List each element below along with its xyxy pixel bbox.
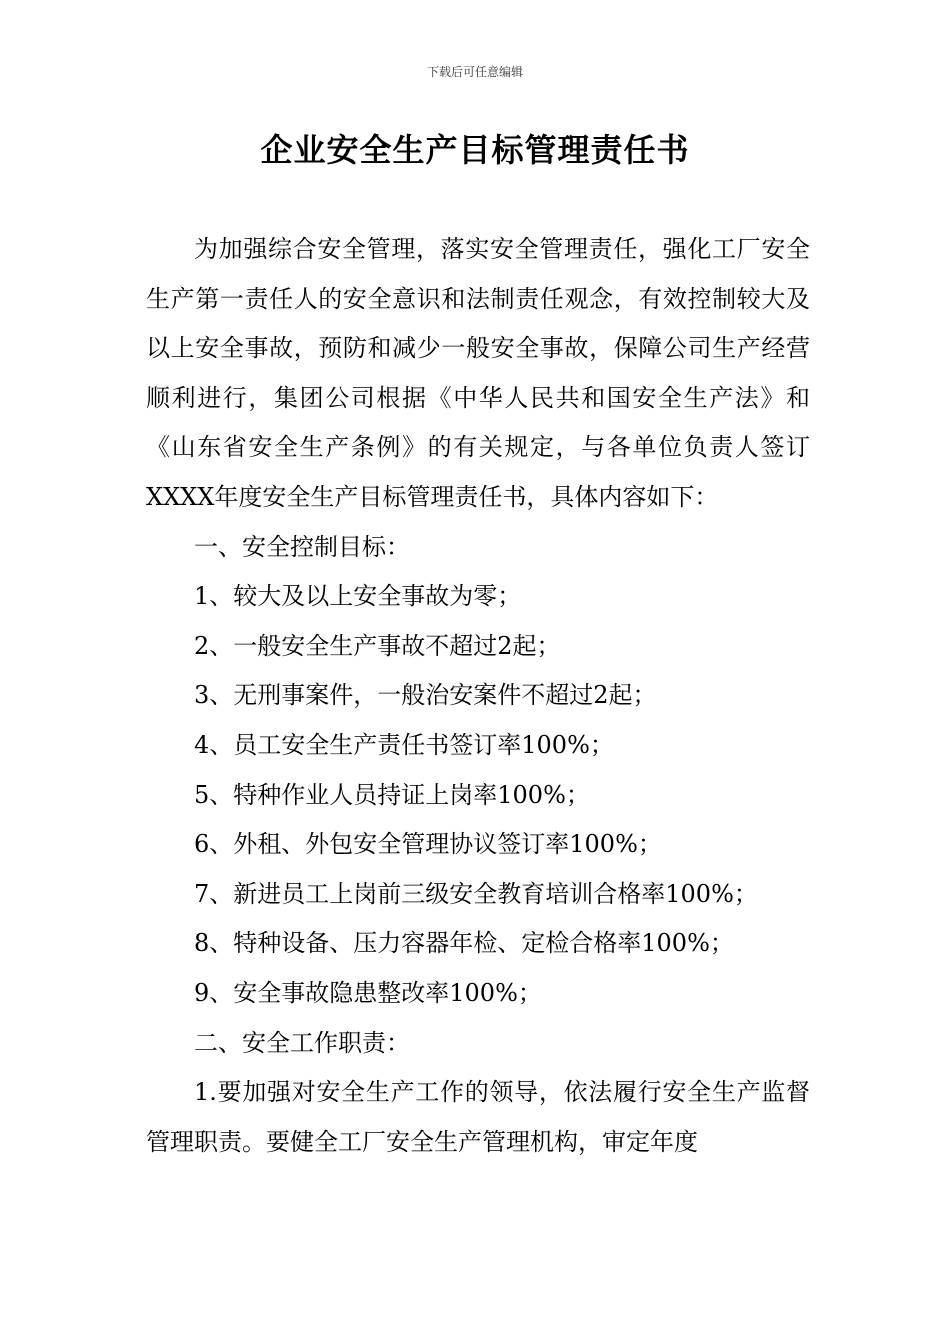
section-heading-duties: 二、安全工作职责： [194,1028,410,1057]
target-item: 2、一般安全生产事故不超过2起； [194,631,561,660]
target-item: 8、特种设备、压力容器年检、定检合格率100%； [194,929,734,958]
target-item: 9、安全事故隐患整改率100%； [194,978,542,1007]
intro-paragraph: 为加强综合安全管理，落实安全管理责任，强化工厂安全生产第一责任人的安全意识和法制责任观念，有效控制较大及以上安全事故，预防和减少一般安全事故，保障公司生产经营顺利进行，集团公司根据《中华人民共和国安全生产法》和《山东省安全生产条例》的有关规定，与各单位负责人签订XXXX年度安全生产目标管理责任书，具体内容如下： [146,235,810,511]
target-item: 7、新进员工上岗前三级安全教育培训合格率100%； [194,879,758,908]
duty-paragraph: 1.要加强对安全生产工作的领导，依法履行安全生产监督管理职责。要健全工厂安全生产管理机构，审定年度 [146,1078,810,1156]
target-item: 5、特种作业人员持证上岗率100%； [194,780,590,809]
document-body [146,225,810,1167]
target-item: 6、外租、外包安全管理协议签订率100%； [194,830,662,859]
target-item: 4、员工安全生产责任书签订率100%； [194,730,614,759]
section-heading-targets: 一、安全控制目标： [194,532,410,561]
target-item: 1、较大及以上安全事故为零； [194,582,522,611]
document-title: 企业安全生产目标管理责任书 [260,131,690,169]
header-note: 下载后可任意编辑 [426,65,523,79]
target-item: 3、无刑事案件，一般治安案件不超过2起； [194,681,657,710]
